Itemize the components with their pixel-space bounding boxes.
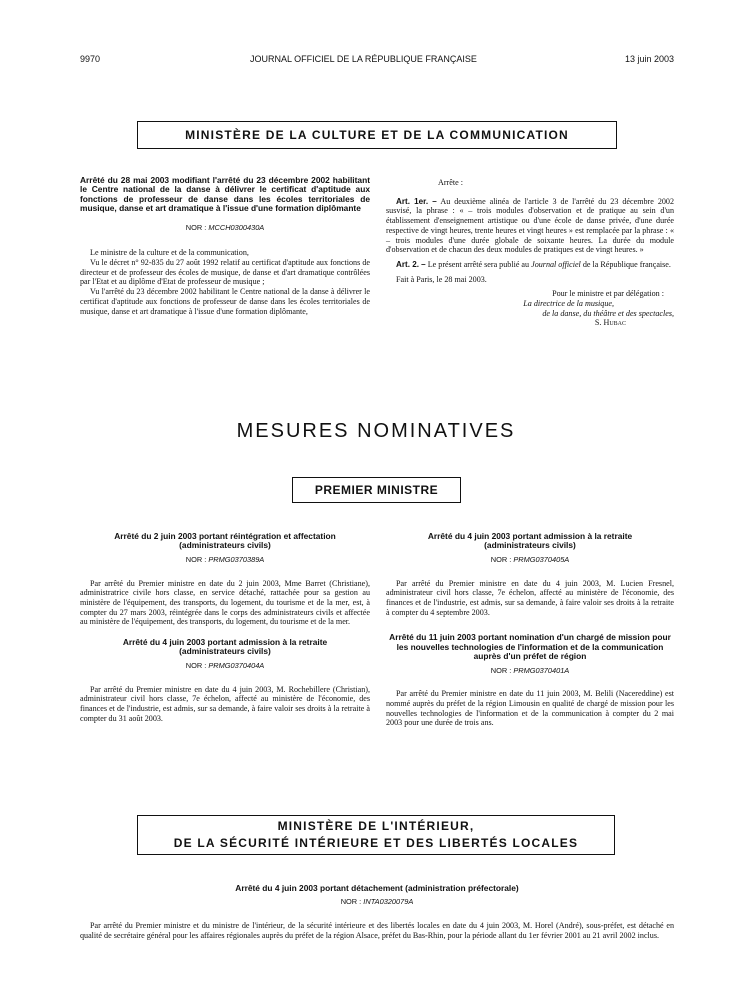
culture-nor: NOR : MCCH0300430A — [185, 222, 265, 232]
page-number: 9970 — [80, 54, 101, 64]
interieur-section — [80, 884, 674, 941]
culture-para-3: Vu l'arrêté du 23 décembre 2002 habilitant le Centre national de la danse à délivrer le certificat d'aptitude aux fonctions de professeur de danse dans les écoles territoriales de musique, danse et art dramatique à l'issue d'une formation diplômante, — [80, 287, 370, 316]
decree-1-title: Arrêté du 2 juin 2003 portant réintégration et affectation (administrateurs civils) — [114, 531, 336, 551]
article-2: Art. 2. – Le présent arrêté sera publié au Journal officiel de la République française. — [396, 259, 671, 269]
ministry-culture-box — [137, 121, 617, 149]
decree-1-text: Par arrêté du Premier ministre en date du 2 juin 2003, Mme Barret (Christiane), administratrice civile hors classe, en service détaché, rattachée pour sa gestion au ministère de l'équipement, des transports, du logement, du tourisme et de la mer, est, à compter du 27 mars 2003, réintégrée dans le corps des administrateurs civils et affectée au ministère de l'équipement, des transports, du logement, du tourisme et de la mer. — [80, 578, 370, 627]
decree-4-nor: NOR : PRMG0370401A — [490, 665, 570, 675]
ministry-culture-title: MINISTÈRE DE LA CULTURE ET DE LA COMMUNICATION — [185, 128, 569, 142]
culture-left-column — [80, 176, 370, 316]
ministry-interieur-line1: MINISTÈRE DE L'INTÉRIEUR, — [277, 819, 475, 833]
decree-3-text: Par arrêté du Premier ministre en date du 4 juin 2003, M. Lucien Fresnel, administrateur civil hors classe, 7e échelon, affecté au ministère de l'économie, des finances et de l'industrie, est admis, sur sa demande, à faire valoir ses droits à la retraite à compter du 4 septembre 2003. — [386, 578, 674, 617]
fait-a-paris: Fait à Paris, le 28 mai 2003. — [396, 274, 487, 284]
mesures-nominatives-heading: MESURES NOMINATIVES — [236, 420, 516, 442]
decree-4-text: Par arrêté du Premier ministre en date du 11 juin 2003, M. Belili (Nacereddine) est nommé auprès du préfet de la région Limousin en qualité de chargé de mission pour les nouvelles technologies de l'information et de la communication à compter du 2 mai 2003 pour une durée de trois ans. — [386, 689, 674, 728]
decree-1-nor: NOR : PRMG0370389A — [185, 554, 265, 564]
decree-4-title: Arrêté du 11 juin 2003 portant nomination d'un chargé de mission pour les nouvelles technologies de l'information et de la communication auprès d'un préfet de région — [389, 632, 671, 662]
interieur-decree-text: Par arrêté du Premier ministre et du ministre de l'intérieur, de la sécurité intérieure et des libertés locales en date du 4 juin 2003, M. Horel (André), sous-préfet, est détaché en qualité de secrétaire général pour les affaires régionales auprès du préfet de la région Alsace, préfet du Bas-Rhin, pour la période allant du 1er février 2001 au 21 avril 2002 inclus. — [80, 921, 674, 940]
ministry-interieur-box — [137, 815, 615, 855]
decree-2-nor: NOR : PRMG0370404A — [185, 660, 265, 670]
interieur-decree-nor: NOR : INTA0320079A — [340, 897, 414, 907]
signatory: S. Hubac — [594, 318, 626, 328]
interieur-decree-title: Arrêté du 4 juin 2003 portant détachement (administration préfectorale) — [235, 883, 519, 893]
issue-date: 13 juin 2003 — [624, 54, 674, 64]
decree-2-title: Arrêté du 4 juin 2003 portant admission à la retraite (administrateurs civils) — [122, 637, 328, 657]
premier-ministre-title: PREMIER MINISTRE — [314, 483, 439, 497]
decree-3-nor: NOR : PRMG0370405A — [490, 554, 570, 564]
ministry-interieur-line2: DE LA SÉCURITÉ INTÉRIEURE ET DES LIBERTÉS LOCALES — [173, 836, 579, 850]
culture-para-1: Le ministre de la culture et de la communication, — [90, 248, 249, 258]
arrete-label: Arrête : — [438, 178, 463, 187]
journal-title: JOURNAL OFFICIEL DE LA RÉPUBLIQUE FRANÇAISE — [250, 54, 477, 64]
decree-2-text: Par arrêté du Premier ministre en date du 4 juin 2003, M. Rochebillere (Christian), administrateur civil hors classe, 7e échelon, affecté au ministère de l'économie, des finances et de l'industrie, est admis, sur sa demande, à faire valoir ses droits à la retraite à compter du 31 août 2003. — [80, 684, 370, 723]
page-header — [80, 54, 674, 66]
premier-right-column — [386, 532, 674, 728]
premier-ministre-box — [292, 477, 461, 503]
decree-3-title: Arrêté du 4 juin 2003 portant admission à la retraite (administrateurs civils) — [427, 531, 633, 551]
culture-right-column — [386, 178, 674, 328]
premier-left-column — [80, 532, 370, 723]
article-1: Art. 1er. – Au deuxième alinéa de l'article 3 de l'arrêté du 23 décembre 2002 susvisé, la phrase : « – trois modules d'observation et de pratique au sein d'un établissement d'enseignement artistique ou d'une école de danse privée, d'une durée respective de vingt heures, trente heures et vingt heures » est remplacée par la phrase : « – trois modules d'une durée globale de soixante heures. La durée du module d'observation et de chacun des deux modules de pratiques est de vingt heures. » — [386, 196, 675, 255]
signature-block: Pour le ministre et par délégation : La directrice de la musique, de la danse, du théâtre et des spectacles, S. Hubac — [386, 289, 674, 328]
culture-decree-title: Arrêté du 28 mai 2003 modifiant l'arrêté du 23 décembre 2002 habilitant le Centre national de la danse à délivrer le certificat d'aptitude aux fonctions de professeur de danse dans les écoles territoriales de musique, danse et art dramatique à l'issue d'une formation diplômante — [80, 175, 370, 214]
culture-para-2: Vu le décret n° 92-835 du 27 août 1992 relatif au certificat d'aptitude aux fonctions de directeur et de professeur des écoles de musique, de danse et d'art dramatique contrôlées par l'Etat et au diplôme d'Etat de professeur de musique ; — [80, 258, 370, 287]
culture-nor-code: MCCH0300430A — [208, 222, 265, 232]
